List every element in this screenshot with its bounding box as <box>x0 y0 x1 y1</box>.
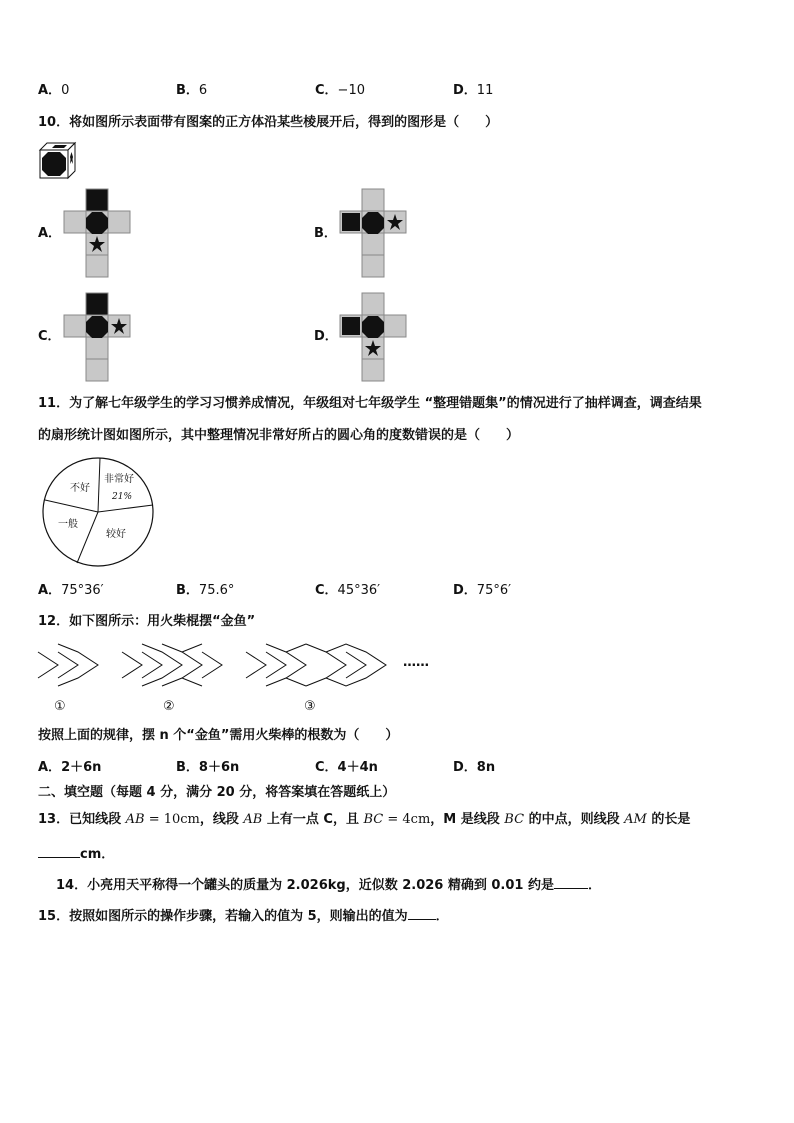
q9-option-a: A．0 <box>38 83 70 98</box>
q11-option-b: B．75.6° <box>176 583 235 598</box>
q9-option-c: C．−10 <box>315 83 365 98</box>
q14-answer-blank[interactable] <box>554 874 588 889</box>
pie-label-average: 一般 <box>58 519 78 530</box>
q13-answer-line: cm． <box>38 843 114 864</box>
q12-option-b: B．8＋6n <box>176 760 240 775</box>
q13-stem: 13．已知线段 AB = 10cm，线段 AB 上有一点 C，且 BC = 4cm，M 是线段 BC 的中点，则线段 AM 的长是 <box>38 812 691 827</box>
q11-stem-line1: 11．为了解七年级学生的学习习惯养成情况，年级组对七年级学生 “整理错题集”的情况进行了抽样调查，调查结果 <box>38 396 702 411</box>
q11-option-c: C．45°36′ <box>315 583 381 598</box>
q12-option-d: D．8n <box>453 760 496 775</box>
q10-option-b-label: B． <box>314 226 337 241</box>
pie-label-bad: 不好 <box>70 483 90 494</box>
q11-stem-line2: 的扇形统计图如图所示，其中整理情况非常好所占的圆心角的度数错误的是（ ） <box>38 428 520 443</box>
q11-option-a: A．75°36′ <box>38 583 104 598</box>
q12-rule: 按照上面的规律，摆 n 个“金鱼”需用火柴棒的根数为（ ） <box>38 728 399 743</box>
q14-stem: 14．小亮用天平称得一个罐头的质量为 2.026kg，近似数 2.026 精确到 0.01 约是 ． <box>56 874 601 895</box>
q11-option-d: D．75°6′ <box>453 583 512 598</box>
q10-option-d-net <box>338 292 408 382</box>
q10-option-b-net <box>338 188 408 278</box>
q10-option-a-net <box>62 188 132 278</box>
q10-option-c-net <box>62 292 132 382</box>
pie-label-good: 较好 <box>106 529 126 540</box>
q10-option-c-label: C． <box>38 329 61 344</box>
q12-caption-2: ② <box>163 699 175 714</box>
q12-caption-3: ③ <box>304 699 316 714</box>
q15-answer-blank[interactable] <box>408 905 436 920</box>
q10-option-d-label: D． <box>314 329 338 344</box>
q9-option-b: B．6 <box>176 83 208 98</box>
q12-option-c: C．4＋4n <box>315 760 378 775</box>
q15-stem: 15．按照如图所示的操作步骤，若输入的值为 5，则输出的值为 ． <box>38 905 449 926</box>
q12-option-a: A．2＋6n <box>38 760 102 775</box>
q13-answer-blank[interactable] <box>38 843 80 858</box>
q12-stem: 12．如下图所示：用火柴棍摆“金鱼” <box>38 614 256 629</box>
pie-label-very-good: 非常好 <box>104 474 134 485</box>
q12-matchstick-fish-figure <box>36 640 436 695</box>
q10-cube-figure <box>38 140 78 180</box>
section-2-heading: 二、填空题（每题 4 分，满分 20 分，将答案填在答题纸上） <box>38 785 396 800</box>
q10-option-a-label: A． <box>38 226 62 241</box>
q11-pie-chart <box>40 455 160 570</box>
q9-option-d: D．11 <box>453 83 494 98</box>
q12-ellipsis: …… <box>403 655 429 670</box>
q12-caption-1: ① <box>54 699 66 714</box>
pie-label-pct: 21% <box>112 492 133 502</box>
q10-stem: 10．将如图所示表面带有图案的正方体沿某些棱展开后，得到的图形是（ ） <box>38 115 499 130</box>
